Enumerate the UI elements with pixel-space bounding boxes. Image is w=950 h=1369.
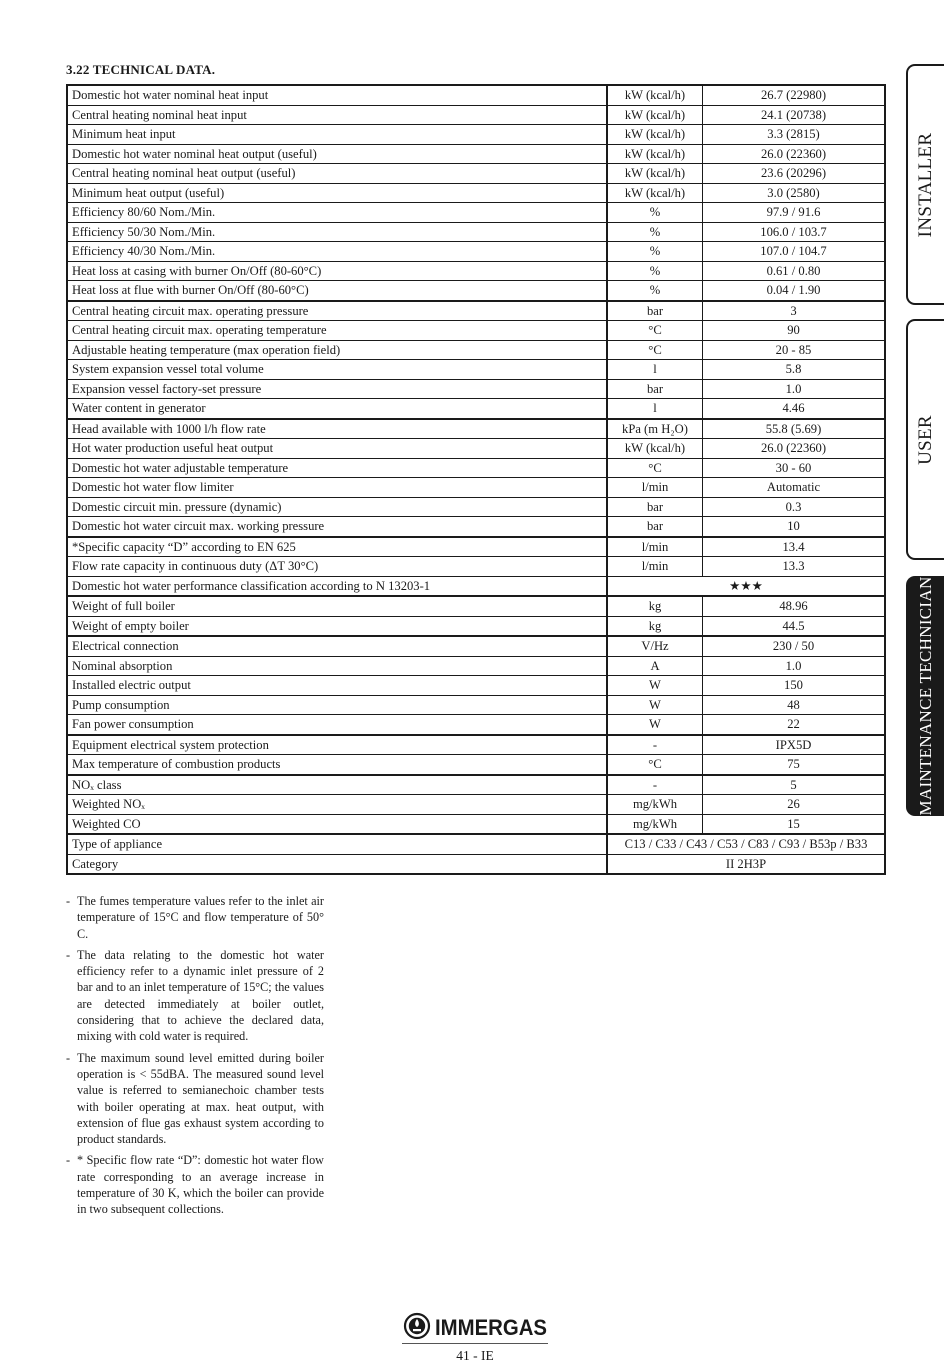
row-value: 106.0 / 103.7 — [703, 222, 886, 242]
row-unit: kW (kcal/h) — [607, 85, 703, 105]
row-value: 26 — [703, 795, 886, 815]
table-row — [67, 676, 885, 696]
row-value: 5.8 — [703, 360, 886, 380]
row-value: 23.6 (20296) — [703, 164, 886, 184]
row-label: Efficiency 40/30 Nom./Min. — [67, 242, 607, 262]
row-unit: - — [607, 735, 703, 755]
row-label: Minimum heat input — [67, 125, 607, 145]
row-value: 3.3 (2815) — [703, 125, 886, 145]
note-item — [66, 947, 324, 1045]
row-label: Domestic hot water circuit max. working pressure — [67, 517, 607, 537]
row-unit: W — [607, 676, 703, 696]
row-value: IPX5D — [703, 735, 886, 755]
row-label: Adjustable heating temperature (max operation field) — [67, 340, 607, 360]
note-bullet: - — [66, 1153, 71, 1168]
table-row — [67, 576, 885, 596]
row-label: Electrical connection — [67, 636, 607, 656]
table-row — [67, 616, 885, 636]
row-value: 230 / 50 — [703, 636, 886, 656]
row-label: Water content in generator — [67, 399, 607, 419]
row-unit: bar — [607, 301, 703, 321]
row-unit: mg/kWh — [607, 795, 703, 815]
row-label: Weight of full boiler — [67, 596, 607, 616]
row-value: 0.3 — [703, 497, 886, 517]
table-row — [67, 755, 885, 775]
row-value: ★★★ — [607, 576, 885, 596]
note-bullet: - — [66, 1050, 71, 1065]
row-unit: - — [607, 775, 703, 795]
row-unit: l — [607, 360, 703, 380]
row-value: 22 — [703, 715, 886, 735]
row-label: Central heating circuit max. operating temperature — [67, 321, 607, 341]
table-row — [67, 854, 885, 874]
tab-maintenance-technician-label: MAINTENANCE TECHNICIAN — [916, 576, 935, 816]
table-row — [67, 203, 885, 223]
svg-text:IMMERGAS: IMMERGAS — [435, 1315, 547, 1340]
row-label: Category — [67, 854, 607, 874]
row-unit: W — [607, 715, 703, 735]
row-unit: bar — [607, 517, 703, 537]
row-label: Central heating nominal heat output (useful) — [67, 164, 607, 184]
row-label: Domestic hot water adjustable temperature — [67, 458, 607, 478]
row-value: Automatic — [703, 478, 886, 498]
row-label: Efficiency 50/30 Nom./Min. — [67, 222, 607, 242]
footer-rule — [402, 1343, 548, 1344]
row-unit: °C — [607, 321, 703, 341]
row-value: 15 — [703, 814, 886, 834]
table-row — [67, 419, 885, 439]
row-value: 97.9 / 91.6 — [703, 203, 886, 223]
row-label: Max temperature of combustion products — [67, 755, 607, 775]
note-item — [66, 1152, 324, 1217]
row-unit: l/min — [607, 537, 703, 557]
row-unit: V/Hz — [607, 636, 703, 656]
table-row — [67, 478, 885, 498]
row-value: 26.7 (22980) — [703, 85, 886, 105]
row-label: Installed electric output — [67, 676, 607, 696]
row-value: 1.0 — [703, 379, 886, 399]
row-unit: A — [607, 656, 703, 676]
row-value: 3.0 (2580) — [703, 183, 886, 203]
table-row — [67, 695, 885, 715]
table-row — [67, 834, 885, 854]
table-row — [67, 596, 885, 616]
table-row — [67, 281, 885, 301]
immergas-logo — [403, 1310, 549, 1342]
row-label: Domestic hot water nominal heat input — [67, 85, 607, 105]
table-row — [67, 458, 885, 478]
row-value: II 2H3P — [607, 854, 885, 874]
row-unit: mg/kWh — [607, 814, 703, 834]
note-item — [66, 893, 324, 942]
table-row — [67, 537, 885, 557]
row-label: NOₓ class — [67, 775, 607, 795]
table-row — [67, 85, 885, 105]
row-value: 13.3 — [703, 557, 886, 577]
row-value: C13 / C33 / C43 / C53 / C83 / C93 / B53p / B33 — [607, 834, 885, 854]
row-label: Equipment electrical system protection — [67, 735, 607, 755]
row-value: 0.04 / 1.90 — [703, 281, 886, 301]
table-row — [67, 183, 885, 203]
row-value: 10 — [703, 517, 886, 537]
table-row — [67, 242, 885, 262]
row-label: Central heating circuit max. operating pressure — [67, 301, 607, 321]
page-number: 41 - IE — [456, 1348, 494, 1363]
tab-user-label: USER — [915, 414, 936, 465]
table-row — [67, 125, 885, 145]
table-row — [67, 379, 885, 399]
table-row — [67, 399, 885, 419]
table-row — [67, 261, 885, 281]
row-unit: °C — [607, 458, 703, 478]
row-label: Weighted CO — [67, 814, 607, 834]
table-row — [67, 656, 885, 676]
table-row — [67, 557, 885, 577]
row-unit: % — [607, 242, 703, 262]
row-label: *Specific capacity “D” according to EN 625 — [67, 537, 607, 557]
technical-data-table — [66, 84, 886, 875]
row-label: Nominal absorption — [67, 656, 607, 676]
table-row — [67, 301, 885, 321]
note-text: The fumes temperature values refer to the inlet air temperature of 15°C and flow temperature of 50° C. — [77, 894, 324, 941]
tab-installer[interactable] — [906, 64, 944, 305]
notes — [66, 893, 324, 1223]
row-unit: % — [607, 281, 703, 301]
table-row — [67, 222, 885, 242]
table-row — [67, 497, 885, 517]
row-label: Type of appliance — [67, 834, 607, 854]
row-value: 3 — [703, 301, 886, 321]
row-label: Central heating nominal heat input — [67, 105, 607, 125]
row-label: Heat loss at casing with burner On/Off (80-60°C) — [67, 261, 607, 281]
row-unit: kW (kcal/h) — [607, 164, 703, 184]
table-row — [67, 735, 885, 755]
row-unit: kg — [607, 616, 703, 636]
row-label: Weighted NOₓ — [67, 795, 607, 815]
row-label: Expansion vessel factory-set pressure — [67, 379, 607, 399]
row-label: Heat loss at flue with burner On/Off (80-60°C) — [67, 281, 607, 301]
table-row — [67, 360, 885, 380]
row-value: 44.5 — [703, 616, 886, 636]
row-label: Pump consumption — [67, 695, 607, 715]
table-row — [67, 775, 885, 795]
row-value: 26.0 (22360) — [703, 144, 886, 164]
row-unit: °C — [607, 755, 703, 775]
row-unit: l/min — [607, 557, 703, 577]
row-value: 13.4 — [703, 537, 886, 557]
row-label: Hot water production useful heat output — [67, 439, 607, 459]
row-unit: l — [607, 399, 703, 419]
row-value: 20 - 85 — [703, 340, 886, 360]
table-row — [67, 105, 885, 125]
table-row — [67, 636, 885, 656]
note-bullet: - — [66, 894, 71, 908]
table-row — [67, 439, 885, 459]
row-unit: % — [607, 261, 703, 281]
table-row — [67, 517, 885, 537]
row-unit: kW (kcal/h) — [607, 439, 703, 459]
row-unit: kW (kcal/h) — [607, 125, 703, 145]
row-label: Domestic hot water nominal heat output (useful) — [67, 144, 607, 164]
row-label: Domestic hot water performance classification according to N 13203-1 — [67, 576, 607, 596]
row-value: 0.61 / 0.80 — [703, 261, 886, 281]
section-title: 3.22 TECHNICAL DATA. — [66, 62, 216, 77]
tab-user[interactable] — [906, 319, 944, 560]
row-value: 90 — [703, 321, 886, 341]
row-label: Fan power consumption — [67, 715, 607, 735]
table-row — [67, 144, 885, 164]
note-text: The maximum sound level emitted during boiler operation is < 55dBA. The measured sound level value is referred to semianechoic chamber tests with boiler operating at max. heat output, with extension of flue gas exhaust system according to product standards. — [77, 1050, 324, 1147]
row-label: Head available with 1000 l/h flow rate — [67, 419, 607, 439]
immergas-logo-graphic — [403, 1310, 549, 1342]
row-value: 150 — [703, 676, 886, 696]
row-label: System expansion vessel total volume — [67, 360, 607, 380]
row-unit: % — [607, 222, 703, 242]
note-text: * Specific flow rate “D”: domestic hot water flow rate corresponding to an average increase in temperature of 30 K, which the boiler can provide in two subsequent collections. — [77, 1153, 324, 1217]
row-value: 107.0 / 104.7 — [703, 242, 886, 262]
row-unit: W — [607, 695, 703, 715]
row-label: Flow rate capacity in continuous duty (ΔT 30°C) — [67, 557, 607, 577]
row-unit: kW (kcal/h) — [607, 144, 703, 164]
table-row — [67, 715, 885, 735]
note-item — [66, 1050, 324, 1148]
row-value: 4.46 — [703, 399, 886, 419]
row-label: Minimum heat output (useful) — [67, 183, 607, 203]
row-value: 30 - 60 — [703, 458, 886, 478]
table-row — [67, 321, 885, 341]
row-value: 1.0 — [703, 656, 886, 676]
row-unit: kPa (m H₂O) — [607, 419, 703, 439]
note-text: The data relating to the domestic hot water efficiency refer to a dynamic inlet pressure of 2 bar and to an inlet temperature of 15°C; the values are detected immediately at boiler outlet, considering that to achieve the declared data, mixing with cold water is required. — [77, 947, 324, 1044]
table-row — [67, 795, 885, 815]
row-unit: kW (kcal/h) — [607, 183, 703, 203]
tab-maintenance-technician[interactable] — [906, 576, 944, 816]
note-bullet: - — [66, 947, 71, 962]
table-row — [67, 340, 885, 360]
row-label: Domestic circuit min. pressure (dynamic) — [67, 497, 607, 517]
row-value: 55.8 (5.69) — [703, 419, 886, 439]
row-label: Domestic hot water flow limiter — [67, 478, 607, 498]
row-label: Efficiency 80/60 Nom./Min. — [67, 203, 607, 223]
row-value: 75 — [703, 755, 886, 775]
row-unit: kg — [607, 596, 703, 616]
row-unit: l/min — [607, 478, 703, 498]
row-unit: kW (kcal/h) — [607, 105, 703, 125]
row-value: 48.96 — [703, 596, 886, 616]
row-value: 24.1 (20738) — [703, 105, 886, 125]
row-value: 48 — [703, 695, 886, 715]
row-value: 5 — [703, 775, 886, 795]
table-row — [67, 814, 885, 834]
row-unit: bar — [607, 497, 703, 517]
table-row — [67, 164, 885, 184]
row-unit: % — [607, 203, 703, 223]
row-unit: bar — [607, 379, 703, 399]
row-unit: °C — [607, 340, 703, 360]
tab-installer-label: INSTALLER — [915, 132, 936, 237]
row-value: 26.0 (22360) — [703, 439, 886, 459]
row-label: Weight of empty boiler — [67, 616, 607, 636]
